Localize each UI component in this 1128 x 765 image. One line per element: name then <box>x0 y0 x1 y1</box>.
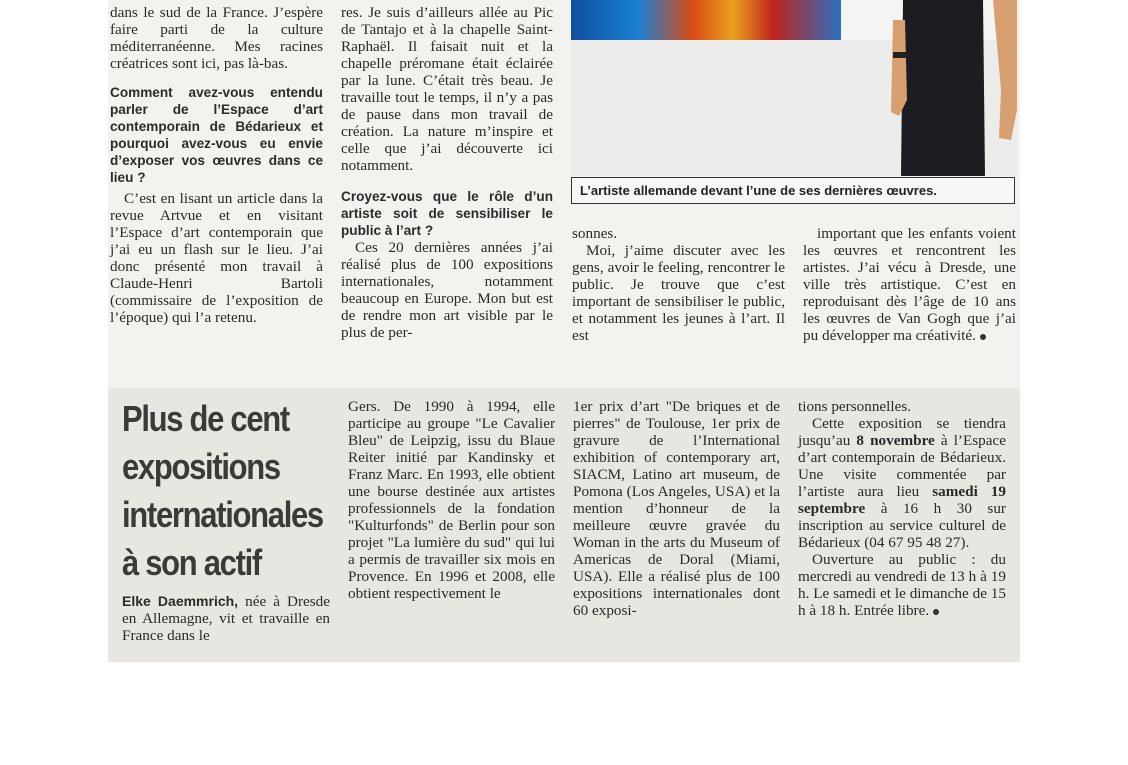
paragraph-text: à 16 h 30 sur inscription au service culturel de Bédarieux (04 67 95 48 27). <box>798 500 1006 551</box>
painting-image <box>571 0 841 40</box>
column-2-bottom <box>348 398 555 602</box>
column-2-top <box>341 4 553 341</box>
paragraph <box>803 225 1016 344</box>
date-highlight: 8 novembre <box>856 432 935 449</box>
paragraph: C’est en lisant un article dans la revue Artvue et en visitant l’Espace d’art contemporain que j’ai eu un flash sur le lieu. J’ai donc présenté mon travail à Claude-Henri Bartoli (commissaire de l’exposition de l’époque) qui l’a retenu. <box>110 190 323 326</box>
column-4-bottom <box>798 398 1006 619</box>
photo-caption: L’artiste allemande devant l’une de ses dernières œuvres. <box>571 177 1015 204</box>
paragraph: Moi, j’aime discuter avec les gens, avoir le feeling, rencontrer le public. Je trouve que c’est important de sensibiliser le public, et notamment les jeunes à l’art. Il est <box>572 242 785 344</box>
end-bullet-icon <box>933 609 939 615</box>
column-1-top <box>110 4 323 326</box>
artist-name: Elke Daemmrich, <box>122 593 239 609</box>
paragraph-text: Ouverture au public : du mercredi au vendredi de 13 h à 19 h. Le samedi et le dimanche de 15 h à 18 h. Entrée libre. <box>798 551 1006 619</box>
paragraph: res. Je suis d’ailleurs allée au Pic de Tantajo et à la chapelle Saint-Raphaël. Il faisait nuit et la chapelle préromane était éclairée par la lune. C’était très beau. Je travaille tout le temps, il n’y a pas de pause dans mon travail de création. La nature m’inspire et celle que j’ai découverte ici notamment. <box>341 4 553 174</box>
interview-question: Croyez-vous que le rôle d’un artiste soit de sensibiliser le public à l’art ? <box>341 189 553 238</box>
paragraph: 1er prix d’art "De briques et de pierres" de Toulouse, 1er prix de gravure de l’International exhibition of contemporary art, SIACM, Latino art museum, de Pomona (Los Angeles, USA) et la mention d’honneur de la meilleure œuvre gravée du Woman in the arts du Museum of Americas de Doral (Miami, USA). Elle a réalisé plus de 100 expositions internationales dont 60 exposi- <box>573 398 780 619</box>
end-bullet-icon <box>980 334 986 340</box>
paragraph <box>798 551 1006 619</box>
column-4-top <box>803 225 1016 344</box>
paragraph: Gers. De 1990 à 1994, elle participe au groupe "Le Cavalier Bleu" de Leipzig, issu du Blaue Reiter initié par Kandinsky et Franz Marc. En 1993, elle obtient une bourse destinée aux artistes professionnels de la fondation "Kulturfonds" de Berlin pour son projet "La lumière du sud" qui lui a permis de travailler six mois en Provence. En 1996 et 2008, elle obtient respectivement le <box>348 398 555 602</box>
paragraph: sonnes. <box>572 225 618 242</box>
paragraph <box>122 593 330 644</box>
column-3-top <box>572 225 785 344</box>
paragraph-text: important que les enfants voient les œuvres et rencontrent les artistes. J’ai vécu à Dresde, une ville très artistique. C’est en reproduisant dès l’âge de 10 ans les œuvres de Van Gogh que j’ai pu développer ma créativité. <box>803 225 1016 344</box>
paragraph-text: Cette exposition se tiendra jusqu’au <box>798 415 1006 449</box>
paragraph: Ces 20 dernières années j’ai réalisé plus de 100 expositions internationales, notamment beaucoup en Europe. Mon but est de rendre mon art visible par le plus de per- <box>341 239 553 341</box>
interview-question: Comment avez-vous entendu parler de l’Espace d’art contemporain de Bédarieux et pourquoi avez-vous eu envie d’exposer vos œuvres dans ce lieu ? <box>110 85 323 185</box>
paragraph-text: née à Dresde en Allemagne, vit et travaille en France dans le <box>122 593 330 644</box>
artist-photo <box>571 0 1017 176</box>
paragraph: dans le sud de la France. J’espère faire parti de la culture méditerranéenne. Mes racines créatrices sont ici, pas là-bas. <box>110 4 323 72</box>
date-highlight: samedi 19 septembre <box>798 483 1007 517</box>
paragraph <box>798 415 1006 551</box>
column-3-bottom <box>573 398 780 619</box>
artist-figure <box>833 0 1017 176</box>
paragraph: tions personnelles. <box>798 398 912 415</box>
column-1-bottom <box>122 593 330 644</box>
paragraph-text: à l’Espace d’art contemporain de Bédarieux. Une visite commentée par l’artiste aura lieu <box>798 432 1006 500</box>
headline: Plus de cent expositions internationales à son actif <box>122 398 323 583</box>
